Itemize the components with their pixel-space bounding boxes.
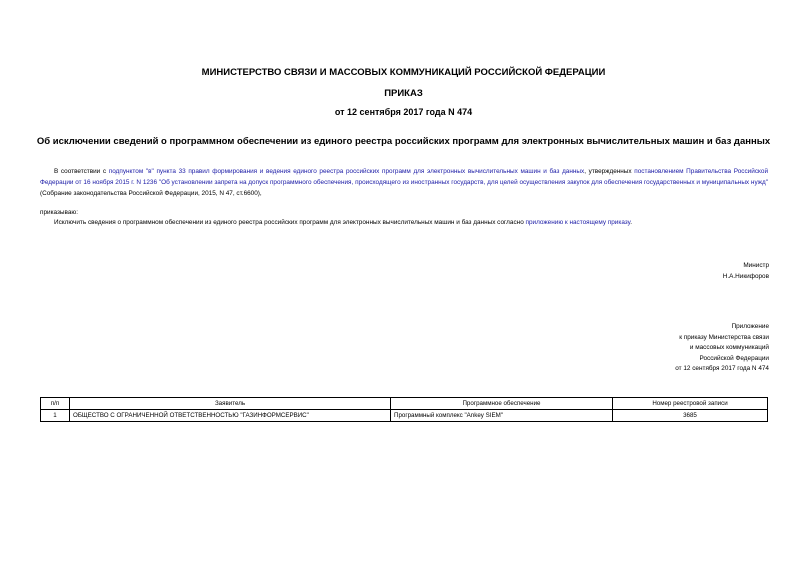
column-header-number: п/п — [41, 398, 70, 410]
appendix-line: Российской Федерации — [699, 354, 769, 362]
government-decree-link[interactable]: постановлением Правительства Российской Федерации от 16 ноября 2015 г. N 1236 "Об установлении запрета на допуск программного обеспечения, происходящего из иностранных государств, для целей осуществления закупок для обеспечения государственных и муниципальных нужд" — [40, 168, 769, 186]
cell-applicant: ОБЩЕСТВО С ОГРАНИЧЕННОЙ ОТВЕТСТВЕННОСТЬЮ "ГАЗИНФОРМСЕРВИС" — [70, 410, 391, 422]
cell-registry-number: 3685 — [613, 410, 768, 422]
preamble-text-end: (Собрание законодательства Российской Федерации, 2015, N 47, ст.6600), — [40, 190, 262, 197]
appendix-line: и массовых коммуникаций — [689, 344, 769, 351]
signer-position: Министр — [743, 262, 769, 269]
table-row — [41, 410, 768, 422]
preamble-text-start: В соответствии с — [54, 168, 109, 175]
column-header-applicant: Заявитель — [70, 398, 391, 410]
order-text-start: Исключить сведения о программном обеспечении из единого реестра российских программ для электронных вычислительных машин и баз данных согласно — [54, 219, 526, 226]
document-title: Об исключении сведений о программном обеспечении из единого реестра российских программ для электронных вычислительных машин и баз данных — [36, 136, 771, 147]
date-number-heading: от 12 сентября 2017 года N 474 — [334, 107, 473, 117]
signer-name: Н.А.Никифоров — [722, 273, 769, 280]
regulation-rules-link[interactable]: подпунктом "в" пункта 33 правил формирования и ведения единого реестра российских программ для электронных вычислительных машин и баз данных — [108, 168, 585, 175]
appendix-link[interactable]: приложению к настоящему приказу — [525, 219, 631, 226]
order-text-end: . — [630, 219, 632, 226]
signature-block — [723, 260, 769, 282]
column-header-registry-number: Номер реестровой записи — [613, 398, 768, 410]
document-type-heading: ПРИКАЗ — [384, 88, 423, 99]
registry-table — [40, 397, 768, 422]
appendix-line: Приложение — [731, 323, 769, 330]
table-header-row — [41, 398, 768, 410]
order-paragraph — [54, 219, 632, 226]
preamble-text-middle: , утвержденных — [584, 168, 635, 175]
appendix-line: от 12 сентября 2017 года N 474 — [675, 365, 769, 372]
column-header-software: Программное обеспечение — [391, 398, 613, 410]
appendix-header — [675, 322, 769, 375]
cell-software: Программный комплекс "Ankey SIEM" — [391, 410, 613, 422]
order-word: приказываю: — [40, 209, 78, 216]
ministry-heading: МИНИСТЕРСТВО СВЯЗИ И МАССОВЫХ КОММУНИКАЦИЙ РОССИЙСКОЙ ФЕДЕРАЦИИ — [201, 67, 606, 78]
preamble-paragraph — [40, 166, 768, 199]
appendix-line: к приказу Министерства связи — [679, 333, 769, 341]
cell-number: 1 — [41, 410, 70, 422]
